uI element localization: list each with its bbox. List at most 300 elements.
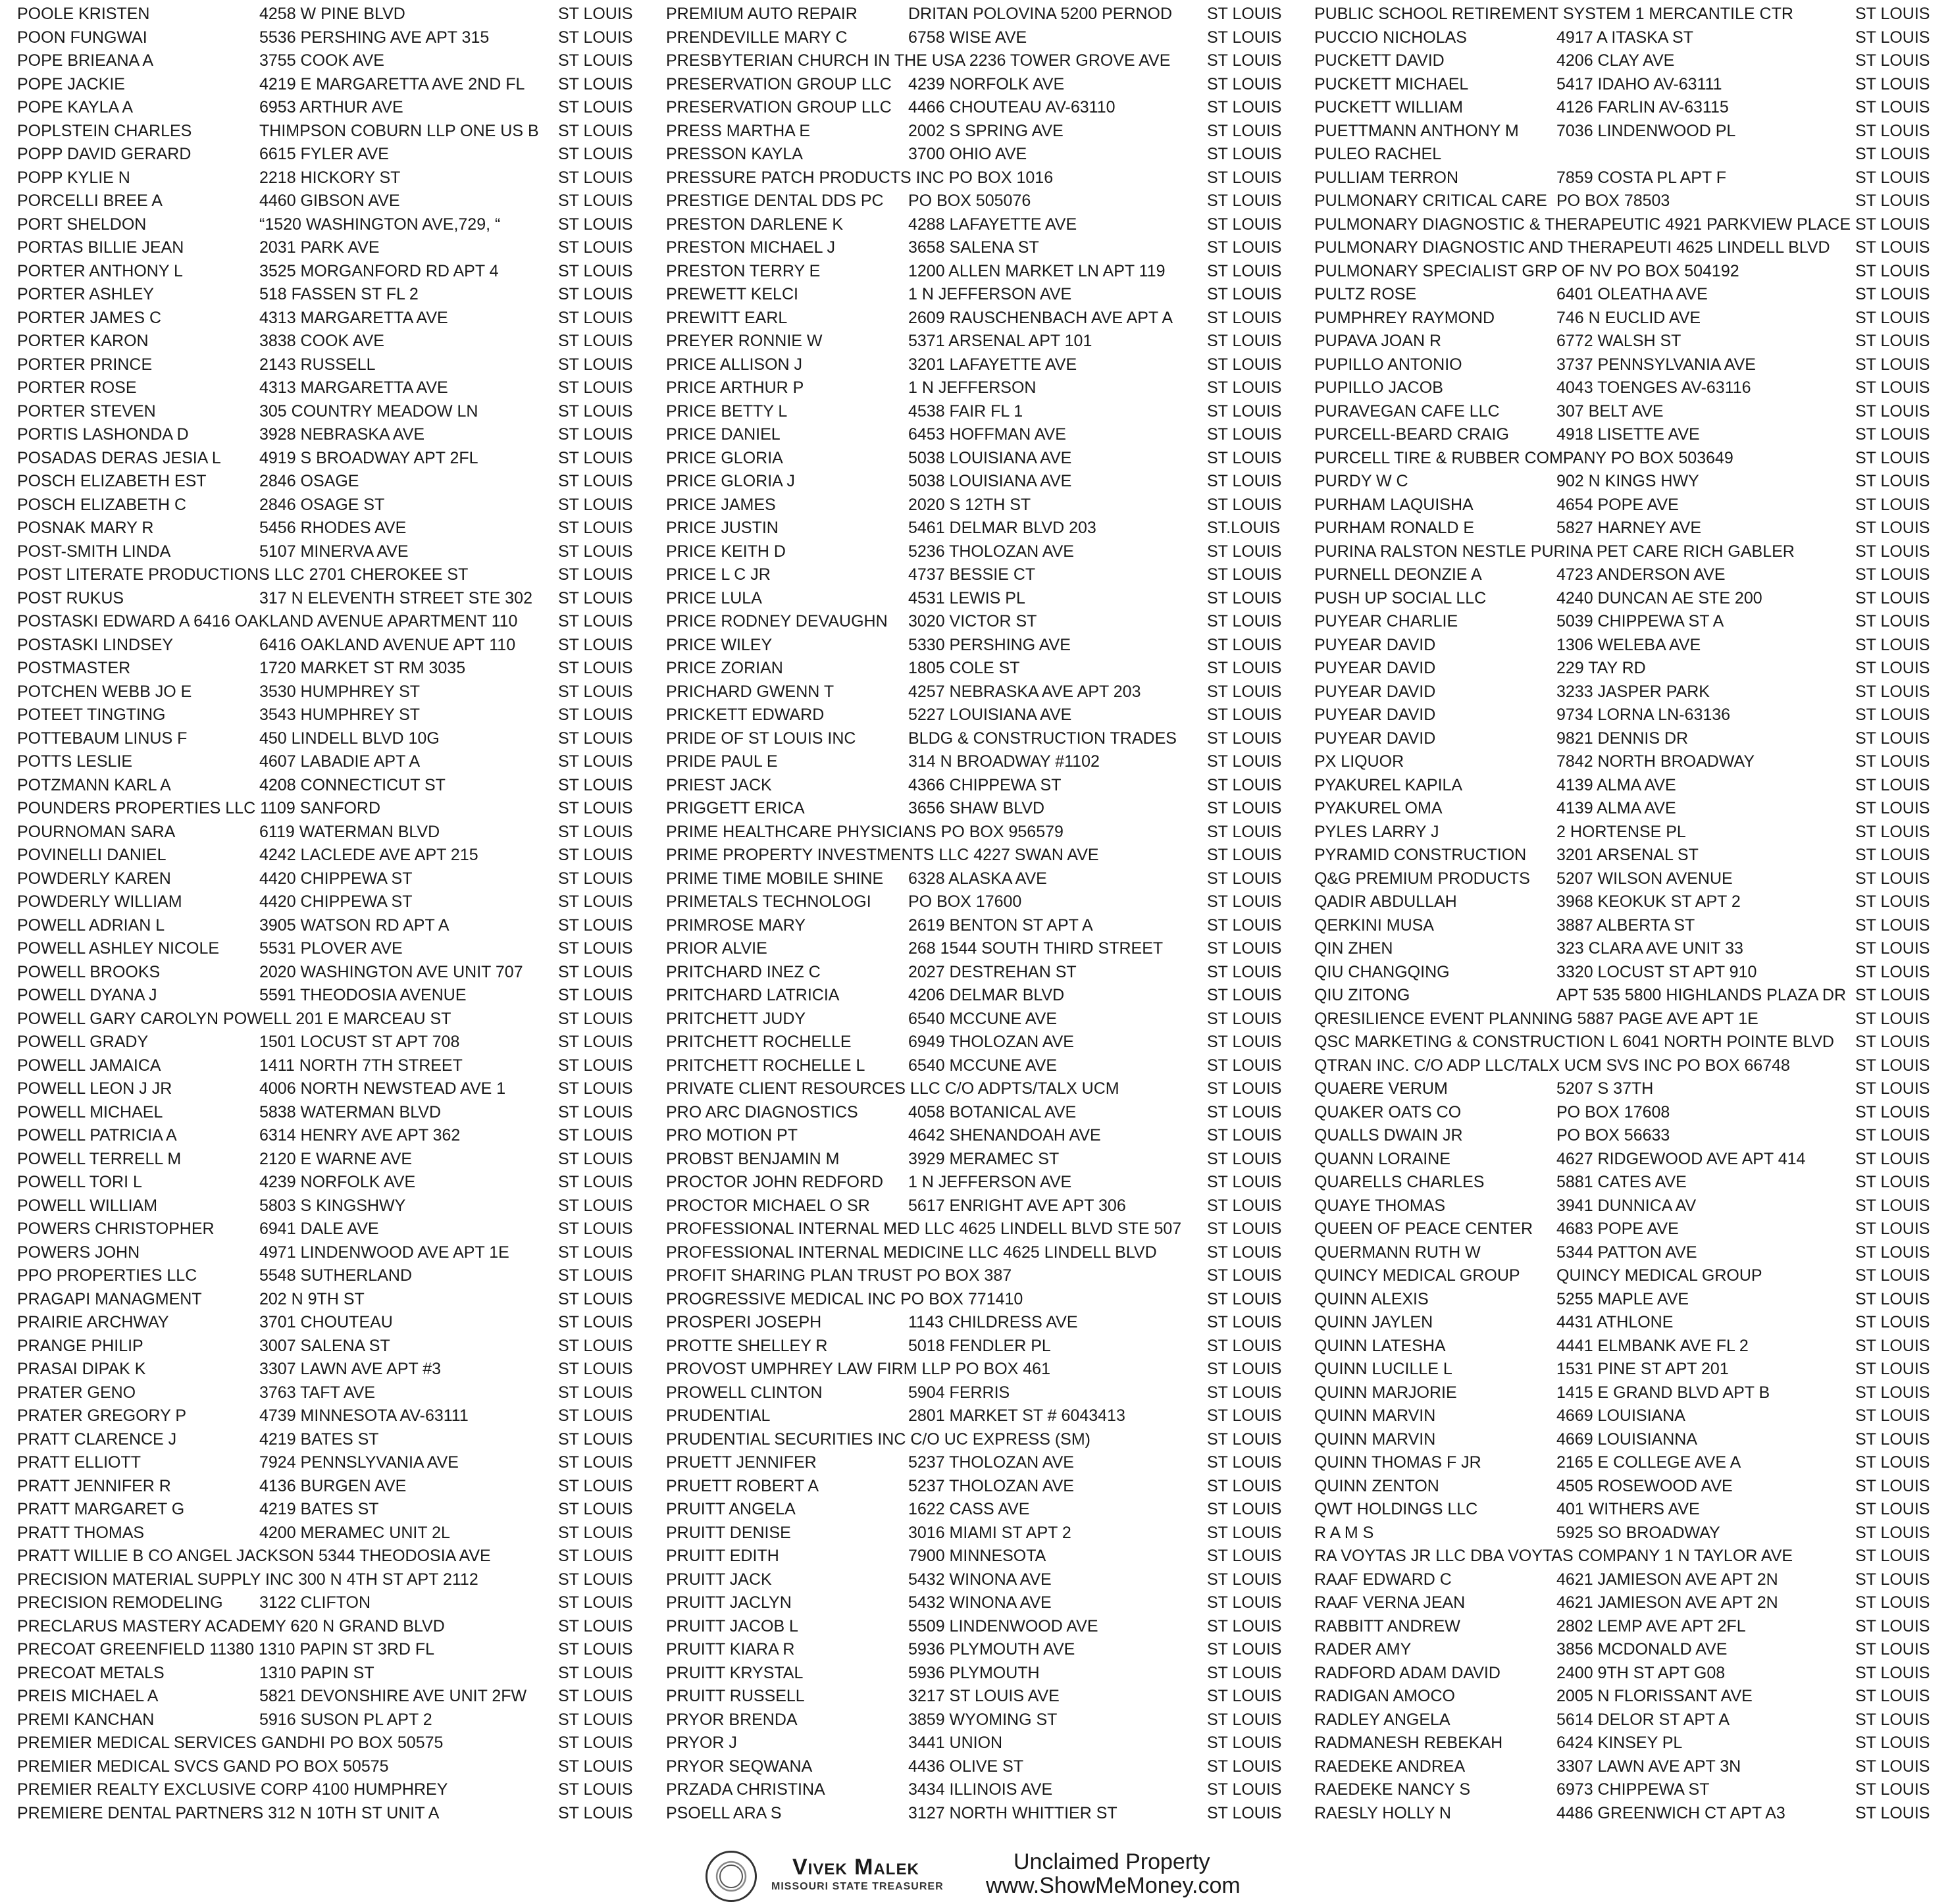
owner-name: PUCKETT WILLIAM [1314, 98, 1463, 116]
owner-address: 5371 ARSENAL APT 101 [908, 332, 1092, 350]
owner-name: PRESTON MICHAEL J [666, 238, 835, 257]
owner-city: ST LOUIS [558, 1476, 633, 1495]
list-item [17, 1451, 642, 1475]
owner-name: PULLIAM TERRON [1314, 168, 1459, 187]
owner-address: PO BOX 17608 [1556, 1102, 1670, 1121]
owner-address: 3217 ST LOUIS AVE [908, 1687, 1060, 1705]
owner-name: PRAIRIE ARCHWAY [17, 1313, 169, 1331]
owner-address: 6314 HENRY AVE APT 362 [259, 1126, 461, 1145]
owner-name: PRIME TIME MOBILE SHINE [666, 869, 884, 888]
list-item [666, 1381, 1291, 1405]
owner-address: 3887 ALBERTA ST [1556, 915, 1695, 935]
owner-city: ST LOUIS [1207, 1687, 1282, 1705]
owner-city: ST LOUIS [1855, 682, 1930, 701]
owner-name: PORTAS BILLIE JEAN [17, 238, 184, 257]
owner-address: 5617 ENRIGHT AVE APT 306 [908, 1196, 1126, 1215]
owner-name: PRICKETT EDWARD [666, 706, 825, 724]
owner-city: ST LOUIS [558, 495, 633, 514]
owner-name: PRECLARUS MASTERY ACADEMY 620 N GRAND BLVD [17, 1616, 445, 1635]
owner-city: ST LOUIS [1855, 1429, 1930, 1449]
owner-address: 3755 COOK AVE [259, 51, 384, 70]
owner-address: PO BOX 505076 [908, 192, 1031, 210]
owner-address: 2218 HICKORY ST [259, 168, 401, 187]
list-item [17, 1802, 642, 1826]
owner-name: POTEET TINGTING [17, 706, 166, 724]
owner-city: ST LOUIS [1855, 285, 1930, 303]
owner-name: PROFESSIONAL INTERNAL MED LLC 4625 LINDELL BLVD STE 507 [666, 1220, 1182, 1238]
owner-address: 5916 SUSON PL APT 2 [259, 1710, 432, 1729]
list-item [1314, 1381, 1939, 1405]
owner-name: PREWETT KELCI [666, 285, 798, 303]
owner-city: ST LOUIS [558, 1663, 633, 1682]
owner-address: 4669 LOUISIANNA [1556, 1429, 1697, 1449]
owner-name: PUSH UP SOCIAL LLC [1314, 588, 1487, 607]
owner-city: ST LOUIS [1855, 472, 1930, 490]
list-item [1314, 657, 1939, 681]
owner-name: RAEDEKE ANDREA [1314, 1757, 1466, 1776]
list-item [666, 610, 1291, 634]
owner-name: PORTER KARON [17, 332, 149, 350]
owner-name: PRATT ELLIOTT [17, 1453, 141, 1472]
owner-city: ST LOUIS [1855, 1196, 1930, 1215]
owner-name: QUINN ALEXIS [1314, 1289, 1429, 1308]
owner-city: ST LOUIS [1207, 1313, 1282, 1331]
owner-city: ST LOUIS [1207, 425, 1282, 444]
owner-name: PYLES LARRY J [1314, 822, 1439, 841]
owner-address: 5548 SUTHERLAND [259, 1266, 413, 1285]
owner-name: POWELL JAMAICA [17, 1056, 161, 1075]
owner-address: 202 N 9TH ST [259, 1289, 365, 1308]
owner-name: QRESILIENCE EVENT PLANNING 5887 PAGE AVE APT 1E [1314, 1009, 1758, 1028]
owner-name: QUARELLS CHARLES [1314, 1173, 1485, 1191]
owner-address: 4669 LOUISIANA [1556, 1406, 1685, 1425]
list-item [1314, 1358, 1939, 1381]
owner-city: ST LOUIS [1855, 939, 1930, 958]
owner-address: 2802 LEMP AVE APT 2FL [1556, 1616, 1746, 1635]
owner-name: PRIME HEALTHCARE PHYSICIANS PO BOX 956579 [666, 822, 1064, 841]
owner-name: POWELL WILLIAM [17, 1196, 158, 1215]
owner-city: ST LOUIS [558, 238, 633, 257]
owner-name: PRIEST JACK [666, 775, 772, 794]
owner-city: ST LOUIS [1207, 752, 1282, 771]
owner-city: ST LOUIS [1207, 869, 1282, 888]
owner-address: 4607 LABADIE APT A [259, 752, 421, 771]
owner-city: ST LOUIS [1207, 332, 1282, 350]
owner-name: PORTER ASHLEY [17, 285, 154, 303]
owner-city: ST LOUIS [558, 1523, 633, 1542]
owner-address: 4058 BOTANICAL AVE [908, 1102, 1077, 1121]
owner-city: ST LOUIS [1855, 588, 1930, 607]
owner-name: QUINN THOMAS F JR [1314, 1453, 1481, 1472]
owner-address: 3968 KEOKUK ST APT 2 [1556, 892, 1741, 911]
owner-city: ST LOUIS [558, 332, 633, 350]
list-item [666, 494, 1291, 517]
owner-address: 6453 HOFFMAN AVE [908, 425, 1066, 444]
owner-city: ST LOUIS [558, 74, 633, 93]
owner-name: POWDERLY WILLIAM [17, 892, 182, 911]
list-item [1314, 1685, 1939, 1709]
list-item [1314, 821, 1939, 844]
owner-address: 2165 E COLLEGE AVE A [1556, 1453, 1741, 1472]
owner-address: 4436 OLIVE ST [908, 1757, 1024, 1776]
owner-address: 5237 THOLOZAN AVE [908, 1453, 1074, 1472]
owner-name: PUMPHREY RAYMOND [1314, 308, 1495, 327]
owner-address: 6941 DALE AVE [259, 1220, 379, 1238]
list-item [17, 1381, 642, 1405]
owner-name: POTTEBAUM LINUS F [17, 729, 188, 748]
owner-address: 3941 DUNNICA AV [1556, 1196, 1697, 1215]
list-item [17, 914, 642, 938]
list-item [17, 1662, 642, 1685]
owner-city: ST LOUIS [558, 542, 633, 561]
list-item [666, 750, 1291, 774]
list-item [666, 96, 1291, 120]
owner-city: ST LOUIS [1207, 401, 1282, 421]
list-item [17, 1475, 642, 1499]
list-item [17, 1124, 642, 1148]
owner-city: ST LOUIS [1855, 355, 1930, 374]
list-item [1314, 890, 1939, 914]
owner-address: “1520 WASHINGTON AVE,729, “ [259, 215, 501, 234]
owner-city: ST LOUIS [558, 1547, 633, 1565]
list-item [666, 727, 1291, 751]
owner-city: ST LOUIS [1207, 962, 1282, 981]
owner-address: 1622 CASS AVE [908, 1500, 1030, 1518]
owner-address: 5039 CHIPPEWA ST A [1556, 612, 1724, 630]
owner-address: 3525 MORGANFORD RD APT 4 [259, 261, 499, 280]
owner-city: ST LOUIS [558, 1734, 633, 1752]
list-item [666, 867, 1291, 891]
list-item [666, 1638, 1291, 1662]
owner-name: PRUITT JACLYN [666, 1593, 792, 1612]
owner-city: ST LOUIS [1855, 495, 1930, 514]
treasurer-name: Vivek Malek [792, 1855, 919, 1880]
list-item [1314, 190, 1939, 213]
owner-name: QUINN MARJORIE [1314, 1383, 1457, 1402]
owner-city: ST LOUIS [1207, 1033, 1282, 1051]
owner-name: PRO ARC DIAGNOSTICS [666, 1102, 858, 1121]
owner-address: 4654 POPE AVE [1556, 495, 1679, 514]
owner-address: 3543 HUMPHREY ST [259, 706, 421, 724]
owner-city: ST LOUIS [1207, 1336, 1282, 1355]
owner-address: APT 535 5800 HIGHLANDS PLAZA DR [1556, 986, 1847, 1004]
list-item [666, 1778, 1291, 1802]
owner-city: ST LOUIS [1207, 1102, 1282, 1121]
owner-city: ST LOUIS [1207, 98, 1282, 116]
list-item [17, 1148, 642, 1171]
list-item [666, 587, 1291, 611]
owner-address: 2400 9TH ST APT G08 [1556, 1663, 1726, 1682]
list-item [1314, 563, 1939, 587]
owner-name: PSOELL ARA S [666, 1803, 782, 1822]
owner-city: ST LOUIS [1855, 799, 1930, 817]
owner-address: 3020 VICTOR ST [908, 612, 1037, 630]
owner-city: ST LOUIS [1207, 238, 1282, 257]
owner-name: POOLE KRISTEN [17, 5, 150, 23]
owner-address: 6973 CHIPPEWA ST [1556, 1780, 1710, 1799]
owner-city: ST LOUIS [1207, 682, 1282, 701]
owner-address: 4683 POPE AVE [1556, 1220, 1679, 1238]
owner-city: ST LOUIS [1855, 1593, 1930, 1612]
owner-city: ST LOUIS [1855, 1079, 1930, 1098]
owner-name: PREWITT EARL [666, 308, 788, 327]
owner-city: ST LOUIS [1855, 1687, 1930, 1705]
owner-city: ST LOUIS [1207, 1149, 1282, 1168]
owner-city: ST LOUIS [1855, 752, 1930, 771]
owner-city: ST LOUIS [558, 121, 633, 140]
owner-name: QUANN LORAINE [1314, 1149, 1450, 1168]
list-item [666, 984, 1291, 1008]
owner-name: POSCH ELIZABETH EST [17, 472, 207, 490]
list-item [666, 821, 1291, 844]
owner-city: ST LOUIS [1855, 1173, 1930, 1191]
owner-name: POON FUNGWAI [17, 28, 147, 47]
list-item [17, 634, 642, 657]
owner-city: ST LOUIS [1855, 1710, 1930, 1729]
list-item [1314, 1335, 1939, 1358]
owner-address: 2020 S 12TH ST [908, 495, 1031, 514]
owner-name: POWELL ASHLEY NICOLE [17, 939, 220, 958]
owner-city: ST LOUIS [558, 145, 633, 163]
owner-address: 2801 MARKET ST # 6043413 [908, 1406, 1125, 1425]
owner-address: 6540 MCCUNE AVE [908, 1056, 1058, 1075]
owner-name: POWDERLY KAREN [17, 869, 171, 888]
owner-city: ST LOUIS [558, 425, 633, 444]
owner-address: 4917 A ITASKA ST [1556, 28, 1693, 47]
owner-name: PROFESSIONAL INTERNAL MEDICINE LLC 4625 LINDELL BLVD [666, 1243, 1157, 1262]
owner-city: ST LOUIS [1207, 822, 1282, 841]
owner-name: PRAGAPI MANAGMENT [17, 1289, 202, 1308]
owner-city: ST LOUIS [558, 1757, 633, 1776]
owner-address: 4242 LACLEDE AVE APT 215 [259, 846, 478, 864]
owner-name: PURINA RALSTON NESTLE PURINA PET CARE RICH GABLER [1314, 542, 1795, 561]
list-item [1314, 1732, 1939, 1755]
owner-city: ST LOUIS [1855, 1289, 1930, 1308]
owner-name: PURCELL-BEARD CRAIG [1314, 425, 1509, 444]
owner-address: 1310 PAPIN ST [259, 1663, 374, 1682]
owner-city: ST LOUIS [558, 1033, 633, 1051]
owner-city: ST LOUIS [1855, 519, 1930, 537]
owner-name: PURCELL TIRE & RUBBER COMPANY PO BOX 503649 [1314, 448, 1733, 467]
owner-address: 5432 WINONA AVE [908, 1593, 1052, 1612]
owner-name: PREMIERE DENTAL PARTNERS 312 N 10TH ST UNIT A [17, 1803, 440, 1822]
list-item [17, 1195, 642, 1218]
list-item [1314, 213, 1939, 237]
owner-name: PRATT THOMAS [17, 1523, 145, 1542]
owner-name: PRICE ALLISON J [666, 355, 803, 374]
owner-city: ST LOUIS [558, 1710, 633, 1729]
owner-address: 4006 NORTH NEWSTEAD AVE 1 [259, 1079, 506, 1098]
owner-city: ST LOUIS [1207, 285, 1282, 303]
list-item [666, 1591, 1291, 1615]
owner-name: QUAKER OATS CO [1314, 1102, 1462, 1121]
owner-name: PRENDEVILLE MARY C [666, 28, 848, 47]
list-item [17, 517, 642, 540]
list-item [1314, 73, 1939, 97]
list-item [17, 844, 642, 867]
owner-city: ST LOUIS [558, 98, 633, 116]
owner-name: Q&G PREMIUM PRODUCTS [1314, 869, 1530, 888]
owner-address: 229 TAY RD [1556, 659, 1646, 677]
owner-name: PRECOAT METALS [17, 1663, 165, 1682]
owner-address: 5509 LINDENWOOD AVE [908, 1616, 1098, 1635]
owner-name: PRESTIGE DENTAL DDS PC [666, 192, 884, 210]
owner-city: ST LOUIS [558, 729, 633, 748]
owner-city: ST LOUIS [558, 192, 633, 210]
owner-city: ST LOUIS [1207, 1663, 1282, 1682]
owner-city: ST LOUIS [558, 1079, 633, 1098]
list-item [17, 1709, 642, 1732]
list-item [1314, 1404, 1939, 1428]
owner-city: ST LOUIS [1207, 145, 1282, 163]
owner-name: PRUDENTIAL [666, 1406, 771, 1425]
list-item [1314, 167, 1939, 190]
list-item [666, 1054, 1291, 1078]
owner-city: ST LOUIS [558, 1336, 633, 1355]
list-item [17, 774, 642, 798]
owner-address: 4313 MARGARETTA AVE [259, 308, 448, 327]
list-item [666, 937, 1291, 961]
owner-address: 746 N EUCLID AVE [1556, 308, 1701, 327]
owner-city: ST LOUIS [1207, 5, 1282, 23]
owner-address: 4366 CHIPPEWA ST [908, 775, 1062, 794]
owner-city: ST LOUIS [1207, 261, 1282, 280]
owner-name: PRICE JUSTIN [666, 519, 779, 537]
owner-name: QSC MARKETING & CONSTRUCTION L 6041 NORTH POINTE BLVD [1314, 1033, 1834, 1051]
owner-city: ST LOUIS [1207, 1009, 1282, 1028]
owner-name: PPO PROPERTIES LLC [17, 1266, 197, 1285]
list-item [17, 167, 642, 190]
owner-name: POST LITERATE PRODUCTIONS LLC 2701 CHEROKEE ST [17, 565, 469, 584]
owner-name: PRUETT ROBERT A [666, 1476, 819, 1495]
owner-name: PREMI KANCHAN [17, 1710, 155, 1729]
owner-address: 2 HORTENSE PL [1556, 822, 1686, 841]
owner-name: PUPAVA JOAN R [1314, 332, 1442, 350]
owner-name: PRIME PROPERTY INVESTMENTS LLC 4227 SWAN AVE [666, 846, 1099, 864]
owner-city: ST LOUIS [558, 986, 633, 1004]
owner-address: 4288 LAFAYETTE AVE [908, 215, 1077, 234]
list-item [666, 1568, 1291, 1592]
owner-city: ST LOUIS [558, 261, 633, 280]
owner-city: ST LOUIS [1855, 121, 1930, 140]
owner-address: 3656 SHAW BLVD [908, 799, 1045, 817]
owner-city: ST LOUIS [558, 1196, 633, 1215]
list-item [1314, 1802, 1939, 1826]
owner-address: 1501 LOCUST ST APT 708 [259, 1033, 460, 1051]
owner-name: PORTIS LASHONDA D [17, 425, 189, 444]
owner-address: 4621 JAMIESON AVE APT 2N [1556, 1593, 1778, 1612]
owner-address: 7924 PENNSLYVANIA AVE [259, 1453, 459, 1472]
list-item [666, 236, 1291, 260]
owner-name: POPP KYLIE N [17, 168, 130, 187]
owner-city: ST LOUIS [1855, 1102, 1930, 1121]
owner-address: 5536 PERSHING AVE APT 315 [259, 28, 490, 47]
owner-address: 4918 LISETTE AVE [1556, 425, 1700, 444]
owner-address: PO BOX 78503 [1556, 192, 1670, 210]
owner-name: PRESERVATION GROUP LLC [666, 74, 892, 93]
owner-city: ST LOUIS [558, 1383, 633, 1402]
owner-city: ST LOUIS [1855, 1757, 1930, 1776]
owner-city: ST LOUIS [558, 1243, 633, 1262]
owner-name: PRATT MARGARET G [17, 1500, 185, 1518]
list-item [1314, 26, 1939, 50]
list-item [17, 1498, 642, 1522]
owner-name: POPP DAVID GERARD [17, 145, 192, 163]
owner-address: 518 FASSEN ST FL 2 [259, 285, 419, 303]
list-item [17, 376, 642, 400]
owner-name: PRIVATE CLIENT RESOURCES LLC C/O ADPTS/TALX UCM [666, 1079, 1119, 1098]
owner-name: PRICE GLORIA J [666, 472, 795, 490]
owner-name: PRUITT KRYSTAL [666, 1663, 804, 1682]
owner-city: ST LOUIS [558, 1056, 633, 1075]
owner-address: 4531 LEWIS PL [908, 588, 1025, 607]
owner-name: PULTZ ROSE [1314, 285, 1417, 303]
owner-name: PULMONARY DIAGNOSTIC AND THERAPEUTI 4625 LINDELL BLVD [1314, 238, 1830, 257]
owner-name: POPLSTEIN CHARLES [17, 121, 192, 140]
owner-city: ST LOUIS [1207, 1406, 1282, 1425]
owner-address: 2846 OSAGE ST [259, 495, 385, 514]
owner-city: ST LOUIS [1207, 542, 1282, 561]
list-item [17, 447, 642, 471]
owner-city: ST LOUIS [1207, 1593, 1282, 1612]
owner-address: 4239 NORFOLK AVE [259, 1173, 416, 1191]
program-url[interactable]: www.ShowMeMoney.com [986, 1873, 1241, 1898]
list-item [1314, 447, 1939, 471]
owner-name: PRICE WILEY [666, 635, 773, 654]
owner-name: POVINELLI DANIEL [17, 846, 167, 864]
owner-name: QUINN ZENTON [1314, 1476, 1439, 1495]
owner-address: 4621 JAMIESON AVE APT 2N [1556, 1570, 1778, 1589]
list-item [666, 634, 1291, 657]
list-item [17, 984, 642, 1008]
list-item [666, 517, 1291, 540]
owner-address: 3928 NEBRASKA AVE [259, 425, 425, 444]
list-item [666, 1031, 1291, 1054]
owner-name: PRATT CLARENCE J [17, 1429, 177, 1449]
owner-address: 4538 FAIR FL 1 [908, 401, 1023, 421]
owner-name: PRUDENTIAL SECURITIES INC C/O UC EXPRESS (SM) [666, 1429, 1090, 1449]
list-item [666, 797, 1291, 821]
owner-name: PRITCHARD LATRICIA [666, 986, 840, 1004]
owner-address: 5018 FENDLER PL [908, 1336, 1051, 1355]
list-item [17, 143, 642, 167]
list-item [666, 49, 1291, 73]
owner-city: ST LOUIS [1207, 168, 1282, 187]
list-item [666, 1428, 1291, 1452]
footer [0, 1848, 1950, 1904]
owner-address: 4136 BURGEN AVE [259, 1476, 407, 1495]
owner-name: PRICE RODNEY DEVAUGHN [666, 612, 888, 630]
owner-city: ST LOUIS [1207, 892, 1282, 911]
list-item [17, 937, 642, 961]
owner-name: QUAYE THOMAS [1314, 1196, 1446, 1215]
owner-name: PUYEAR DAVID [1314, 729, 1436, 748]
list-item [17, 1171, 642, 1195]
list-item [1314, 1288, 1939, 1312]
list-item [17, 961, 642, 985]
owner-address: 4431 ATHLONE [1556, 1313, 1674, 1331]
owner-address: 4466 CHOUTEAU AV-63110 [908, 98, 1116, 116]
owner-address: 5237 THOLOZAN AVE [908, 1476, 1074, 1495]
owner-address: 3658 SALENA ST [908, 238, 1039, 257]
owner-city: ST LOUIS [1855, 1453, 1930, 1472]
list-item [17, 1755, 642, 1779]
owner-city: ST LOUIS [1855, 1383, 1930, 1402]
list-item [666, 1148, 1291, 1171]
owner-city: ST LOUIS [1855, 1547, 1930, 1565]
owner-name: PRITCHETT ROCHELLE [666, 1033, 852, 1051]
owner-address: 2005 N FLORISSANT AVE [1556, 1687, 1753, 1705]
